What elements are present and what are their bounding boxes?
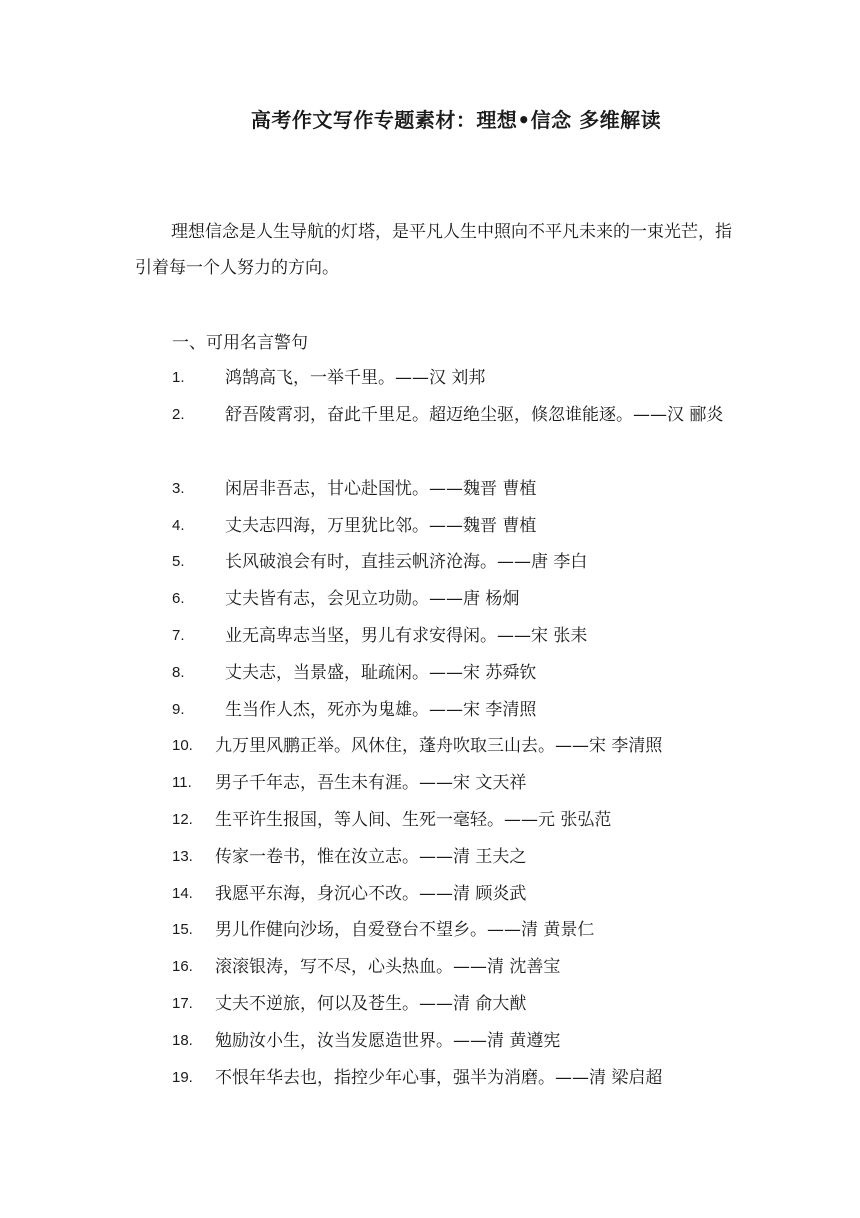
list-item-number: 13. xyxy=(172,847,193,865)
list-item xyxy=(0,876,860,913)
list-item xyxy=(0,618,860,655)
intro-paragraph: 理想信念是人生导航的灯塔，是平凡人生中照向不平凡未来的一束光芒，指引着每一个人努力的方向。 xyxy=(135,222,732,278)
list-item xyxy=(0,581,860,618)
list-item xyxy=(0,1060,860,1097)
list-item-text: 丈夫志四海，万里犹比邻。——魏晋 曹植 xyxy=(225,515,537,536)
list-item-number: 4. xyxy=(172,516,185,534)
list-item-text: 勉励汝小生，汝当发愿造世界。——清 黄遵宪 xyxy=(215,1030,561,1051)
list-item-text: 舒吾陵霄羽，奋此千里足。超迈绝尘驱，倏忽谁能逐。——汉 郦炎 xyxy=(225,404,724,425)
section-heading: 一、可用名言警句 xyxy=(172,333,308,353)
list-item xyxy=(0,802,860,839)
list-item-number: 8. xyxy=(172,663,185,681)
list-item-number: 18. xyxy=(172,1031,193,1049)
list-item xyxy=(0,765,860,802)
list-item-text: 不恨年华去也，指控少年心事，强半为消磨。——清 梁启超 xyxy=(215,1067,663,1088)
quote-list xyxy=(0,360,860,1096)
list-item-text: 长风破浪会有时，直挂云帆济沧海。——唐 李白 xyxy=(225,552,588,573)
list-item-number: 19. xyxy=(172,1068,193,1086)
list-item-text: 业无高卑志当坚，男儿有求安得闲。——宋 张耒 xyxy=(225,625,588,646)
list-item-number: 2. xyxy=(172,405,185,423)
list-item-text: 丈夫志，当景盛，耻疏闲。——宋 苏舜钦 xyxy=(225,662,537,683)
list-item xyxy=(0,544,860,581)
list-item xyxy=(0,692,860,729)
list-item-number: 12. xyxy=(172,810,193,828)
list-item-number: 7. xyxy=(172,626,185,644)
list-item-number: 3. xyxy=(172,479,185,497)
list-item-number: 17. xyxy=(172,994,193,1012)
list-item-number: 1. xyxy=(172,369,185,386)
list-item xyxy=(0,839,860,876)
list-item-text: 男子千年志，吾生未有涯。——宋 文天祥 xyxy=(215,773,527,794)
list-item-number: 6. xyxy=(172,590,185,608)
list-item-text: 生当作人杰，死亦为鬼雄。——宋 李清照 xyxy=(225,699,537,720)
list-item-number: 9. xyxy=(172,700,185,718)
list-item-text: 闲居非吾志，甘心赴国忧。——魏晋 曹植 xyxy=(225,478,537,499)
list-item xyxy=(0,728,860,765)
list-item-text: 男儿作健向沙场，自爱登台不望乡。——清 黄景仁 xyxy=(215,920,595,941)
list-item-text: 滚滚银涛，写不尽，心头热血。——清 沈善宝 xyxy=(215,957,561,978)
list-item xyxy=(0,508,860,545)
list-item-text: 生平许生报国，等人间、生死一毫轻。——元 张弘范 xyxy=(215,809,612,830)
list-item-text: 我愿平东海，身沉心不改。——清 顾炎武 xyxy=(215,883,527,904)
list-item xyxy=(0,397,860,471)
list-item-number: 16. xyxy=(172,958,193,976)
list-item-text: 鸿鹄高飞，一举千里。——汉 刘邦 xyxy=(225,368,486,388)
list-item-number: 11. xyxy=(172,774,192,792)
list-item-number: 15. xyxy=(172,921,193,939)
list-item-number: 14. xyxy=(172,884,193,902)
list-item xyxy=(0,360,860,397)
list-item xyxy=(0,471,860,508)
list-item-number: 5. xyxy=(172,553,185,571)
list-item xyxy=(0,1023,860,1060)
list-item-text: 九万里风鹏正举。风休住，蓬舟吹取三山去。——宋 李清照 xyxy=(215,736,663,757)
list-item xyxy=(0,655,860,692)
list-item-number: 10. xyxy=(172,737,193,755)
list-item-text: 传家一卷书，惟在汝立志。——清 王夫之 xyxy=(215,846,527,867)
list-item-text: 丈夫皆有志，会见立功勋。——唐 杨炯 xyxy=(225,589,520,610)
list-item xyxy=(0,912,860,949)
document-title: 高考作文写作专题素材：理想•信念 多维解读 xyxy=(250,108,662,132)
list-item xyxy=(0,986,860,1023)
list-item xyxy=(0,949,860,986)
list-item-text: 丈夫不逆旅，何以及苍生。——清 俞大猷 xyxy=(215,993,527,1014)
